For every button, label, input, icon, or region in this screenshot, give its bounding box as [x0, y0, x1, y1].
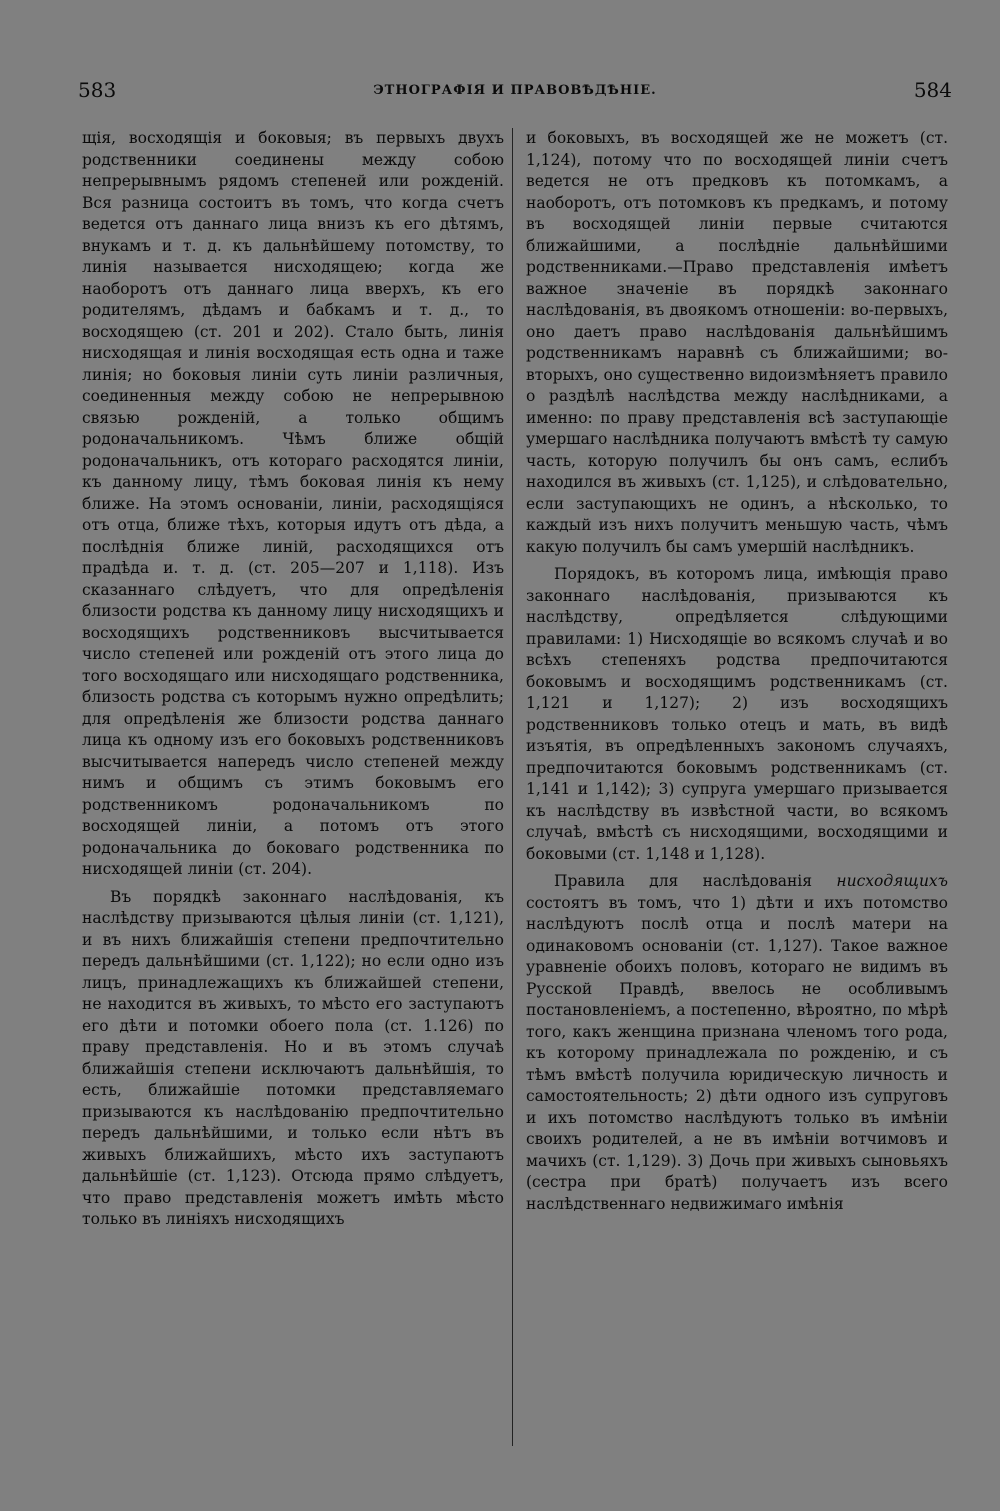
running-title: ЭТНОГРАФІЯ И ПРАВОВѢДѢНІЕ. — [373, 83, 657, 98]
page-number-left: 583 — [78, 78, 117, 102]
column-divider — [512, 128, 513, 1446]
left-column — [82, 128, 504, 1231]
right-paragraph-2: Порядокъ, въ которомъ лица, имѣющія право законнаго наслѣдованія, призываются къ наслѣдству, опредѣляется слѣдующими правилами: 1) Нисходящіе во всякомъ случаѣ и во всѣхъ степеняхъ родства предпочитаются боковымъ и восходящимъ родственникамъ (ст. 1,121 и 1,127); 2) изъ восходящихъ родственниковъ только отецъ и мать, въ видѣ изъятія, въ опредѣленныхъ закономъ случаяхъ, предпочитаются боковымъ родственникамъ (ст. 1,141 и 1,142); 3) супруга умершаго призывается къ наслѣдству въ извѣстной части, во всякомъ случаѣ, вмѣстѣ съ нисходящими, восходящими и боковыми (ст. 1,148 и 1,128). — [526, 565, 948, 863]
right-paragraph-3-start: Правила для наслѣдованія — [554, 872, 837, 890]
left-paragraph-1: щія, восходящія и боковыя; въ первыхъ двухъ родственники соединены между собою непрерывнымъ рядомъ степеней или рожденій. Вся разница состоитъ въ томъ, что когда счетъ ведется отъ даннаго лица внизъ къ его дѣтямъ, внукамъ и т. д. къ дальнѣйшему потомству, то линія называется нисходящею; когда же наоборотъ отъ даннаго лица вверхъ, къ его родителямъ, дѣдамъ и бабкамъ и т. д., то восходящею (ст. 201 и 202). Стало быть, линія нисходящая и линія восходящая есть одна и таже линія; но боковыя линіи суть линіи различныя, соединенныя между собою не непрерывною связью рожденій, а только общимъ родоначальникомъ. Чѣмъ ближе общій родоначальникъ, отъ котораго расходятся линіи, къ данному лицу, тѣмъ боковая линія къ нему ближе. На этомъ основаніи, линіи, расходящіяся отъ отца, ближе тѣхъ, которыя идутъ отъ дѣда, а послѣднія ближе линій, расходящихся отъ прадѣда и. т. д. (ст. 205—207 и 1,118). Изъ сказаннаго слѣдуетъ, что для опредѣленія близости родства къ данному лицу нисходящихъ и восходящихъ родственниковъ высчитывается число степеней или рожденій отъ этого лица до того восходящаго или нисходящаго родственника, близость родства съ которымъ нужно опредѣлить; для опредѣленія же близости родства даннаго лица къ одному изъ его боковыхъ родственниковъ высчитывается напередъ число степеней между нимъ и общимъ съ этимъ боковымъ его родственникомъ родоначальникомъ по восходящей линіи, а потомъ отъ этого родоначальника до боковаго родственника по нисходящей линіи (ст. 204). — [82, 129, 504, 878]
left-paragraph-2: Въ порядкѣ законнаго наслѣдованія, къ наслѣдству призываются цѣлыя линіи (ст. 1,121), и въ нихъ ближайшія степени предпочтительно передъ дальнѣйшими (ст. 1,122); но если одно изъ лицъ, принадлежащихъ къ ближайшей степени, не находится въ живыхъ, то мѣсто его заступаютъ его дѣти и потомки обоего пола (ст. 1.126) по праву представленія. Но и въ этомъ случаѣ ближайшія степени исключаютъ дальнѣйшія, то есть, ближайшіе потомки представляемаго призываются къ наслѣдованію предпочтительно передъ дальнѣйшими, и только если нѣтъ въ живыхъ ближайшихъ, мѣсто ихъ заступаютъ дальнѣйшіе (ст. 1,123). Отсюда прямо слѣдуетъ, что право представленія можетъ имѣть мѣсто только въ линіяхъ нисходящихъ — [82, 887, 504, 1228]
right-column — [526, 128, 948, 1215]
running-header — [78, 78, 952, 114]
italic-term: нисходящихъ — [836, 872, 948, 890]
right-paragraph-3 — [526, 871, 948, 1215]
right-paragraph-3-rest: состоятъ въ томъ, что 1) дѣти и ихъ потомство наслѣдуютъ послѣ отца и послѣ матери на одинаковомъ основаніи (ст. 1,127). Такое важное уравненіе обоихъ половъ, котораго не видимъ въ Русской Правдѣ, ввелось не особливымъ постановленіемъ, а постепенно, вѣроятно, по мѣрѣ того, какъ женщина признана членомъ того рода, къ которому принадлежала по рожденію, и съ тѣмъ вмѣстѣ получила юридическую личность и самостоятельность; 2) дѣти одного изъ супруговъ и ихъ потомство наслѣдуютъ только въ имѣніи своихъ родителей, а не въ имѣніи вотчимовъ и мачихъ (ст. 1,129). 3) Дочь при живыхъ сыновьяхъ (сестра при братѣ) получаетъ изъ всего наслѣдственнаго недвижимаго имѣнія — [526, 893, 948, 1213]
page-number-right: 584 — [913, 78, 952, 102]
right-paragraph-1: и боковыхъ, въ восходящей же не можетъ (ст. 1,124), потому что по восходящей линіи счетъ ведется не отъ предковъ къ потомкамъ, а наоборотъ, отъ потомковъ къ предкамъ, и потому въ восходящей линіи первые считаются ближайшими, а послѣдніе дальнѣйшими родственниками.—Право представленія имѣетъ важное значеніе въ порядкѣ законнаго наслѣдованія, въ двоякомъ отношеніи: во-первыхъ, оно даетъ право наслѣдованія дальнѣйшимъ родственникамъ наравнѣ съ ближайшими; во-вторыхъ, оно существенно видоизмѣняетъ правило о раздѣлѣ наслѣдства между наслѣдниками, а именно: по праву представленія всѣ заступающіе умершаго наслѣдника получаютъ вмѣстѣ ту самую часть, которую получилъ бы онъ самъ, еслибъ находился въ живыхъ (ст. 1,125), и слѣдовательно, если заступающихъ не одинъ, а нѣсколько, то каждый изъ нихъ получитъ меньшую часть, чѣмъ какую получилъ бы самъ умершій наслѣдникъ. — [526, 129, 948, 556]
